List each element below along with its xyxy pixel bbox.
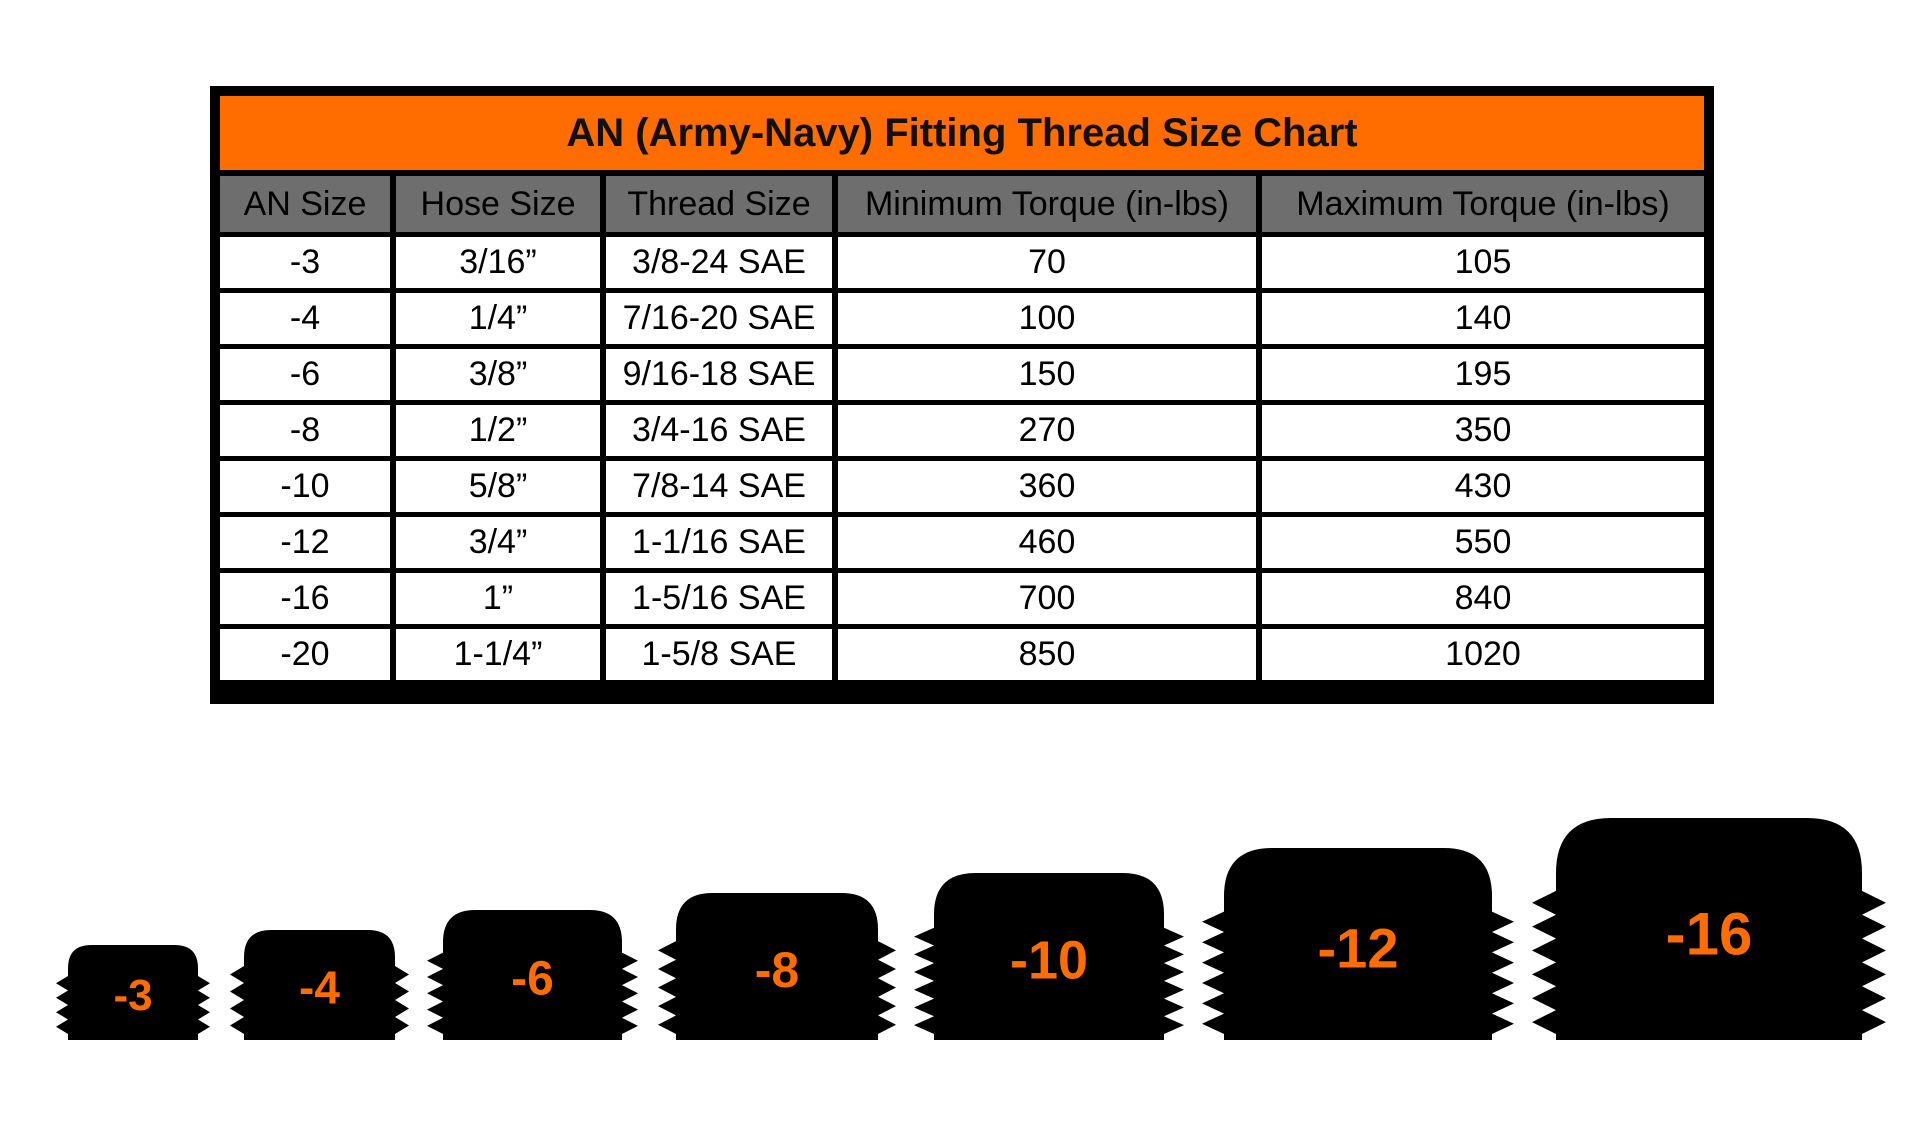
table-cell: 1-5/8 SAE xyxy=(606,629,832,680)
fitting-size-label: -4 xyxy=(299,961,340,1014)
threaded-fitting-icon xyxy=(1202,848,1514,1040)
table-cell: 3/16” xyxy=(396,237,600,288)
table-cell: 1-1/16 SAE xyxy=(606,517,832,568)
table-cell: -12 xyxy=(220,517,390,568)
chart-title: AN (Army-Navy) Fitting Thread Size Chart xyxy=(220,96,1704,170)
table-cell: 150 xyxy=(838,349,1256,400)
table-cell: 100 xyxy=(838,293,1256,344)
table-cell: 7/8-14 SAE xyxy=(606,461,832,512)
fitting-size-label: -16 xyxy=(1665,900,1753,968)
table-cell: 70 xyxy=(838,237,1256,288)
table-cell: 360 xyxy=(838,461,1256,512)
table-cell: -10 xyxy=(220,461,390,512)
table-cell: 430 xyxy=(1262,461,1704,512)
table-cell: 840 xyxy=(1262,573,1704,624)
table-cell: 460 xyxy=(838,517,1256,568)
table-cell: 7/16-20 SAE xyxy=(606,293,832,344)
table-cell: 1” xyxy=(396,573,600,624)
threaded-fitting-icon xyxy=(658,893,896,1040)
column-header-max-torque: Maximum Torque (in-lbs) xyxy=(1262,176,1704,232)
table-cell: 105 xyxy=(1262,237,1704,288)
fitting-size-label: -3 xyxy=(113,970,153,1020)
table-cell: 3/4” xyxy=(396,517,600,568)
table-cell: -3 xyxy=(220,237,390,288)
threaded-fitting-icon xyxy=(427,910,638,1040)
fitting-size-label: -10 xyxy=(1009,930,1089,991)
table-cell: 850 xyxy=(838,629,1256,680)
threaded-fitting-icon xyxy=(56,945,210,1040)
table-cell: 550 xyxy=(1262,517,1704,568)
column-header-thread-size: Thread Size xyxy=(606,176,832,232)
table-cell: 140 xyxy=(1262,293,1704,344)
table-cell: -20 xyxy=(220,629,390,680)
fitting-size-label: -6 xyxy=(511,952,554,1006)
table-cell: 5/8” xyxy=(396,461,600,512)
table-cell: 3/8” xyxy=(396,349,600,400)
table-cell: -4 xyxy=(220,293,390,344)
column-header-min-torque: Minimum Torque (in-lbs) xyxy=(838,176,1256,232)
table-cell: 3/8-24 SAE xyxy=(606,237,832,288)
fitting-size-label: -8 xyxy=(754,941,800,998)
column-header-an-size: AN Size xyxy=(220,176,390,232)
threaded-fitting-icon xyxy=(914,873,1184,1040)
table-cell: -8 xyxy=(220,405,390,456)
table-cell: 1/4” xyxy=(396,293,600,344)
table-cell: -16 xyxy=(220,573,390,624)
table-cell: 700 xyxy=(838,573,1256,624)
table-cell: 350 xyxy=(1262,405,1704,456)
table-cell: 3/4-16 SAE xyxy=(606,405,832,456)
table-cell: 270 xyxy=(838,405,1256,456)
fitting-size-label: -12 xyxy=(1317,916,1399,980)
table-cell: 9/16-18 SAE xyxy=(606,349,832,400)
column-header-hose-size: Hose Size xyxy=(396,176,600,232)
table-cell: 1020 xyxy=(1262,629,1704,680)
table-cell: 1-1/4” xyxy=(396,629,600,680)
table-cell: -6 xyxy=(220,349,390,400)
table-cell: 195 xyxy=(1262,349,1704,400)
threaded-fitting-icon xyxy=(1532,818,1886,1040)
table-cell: 1/2” xyxy=(396,405,600,456)
threaded-fitting-icon xyxy=(230,930,409,1040)
table-cell: 1-5/16 SAE xyxy=(606,573,832,624)
